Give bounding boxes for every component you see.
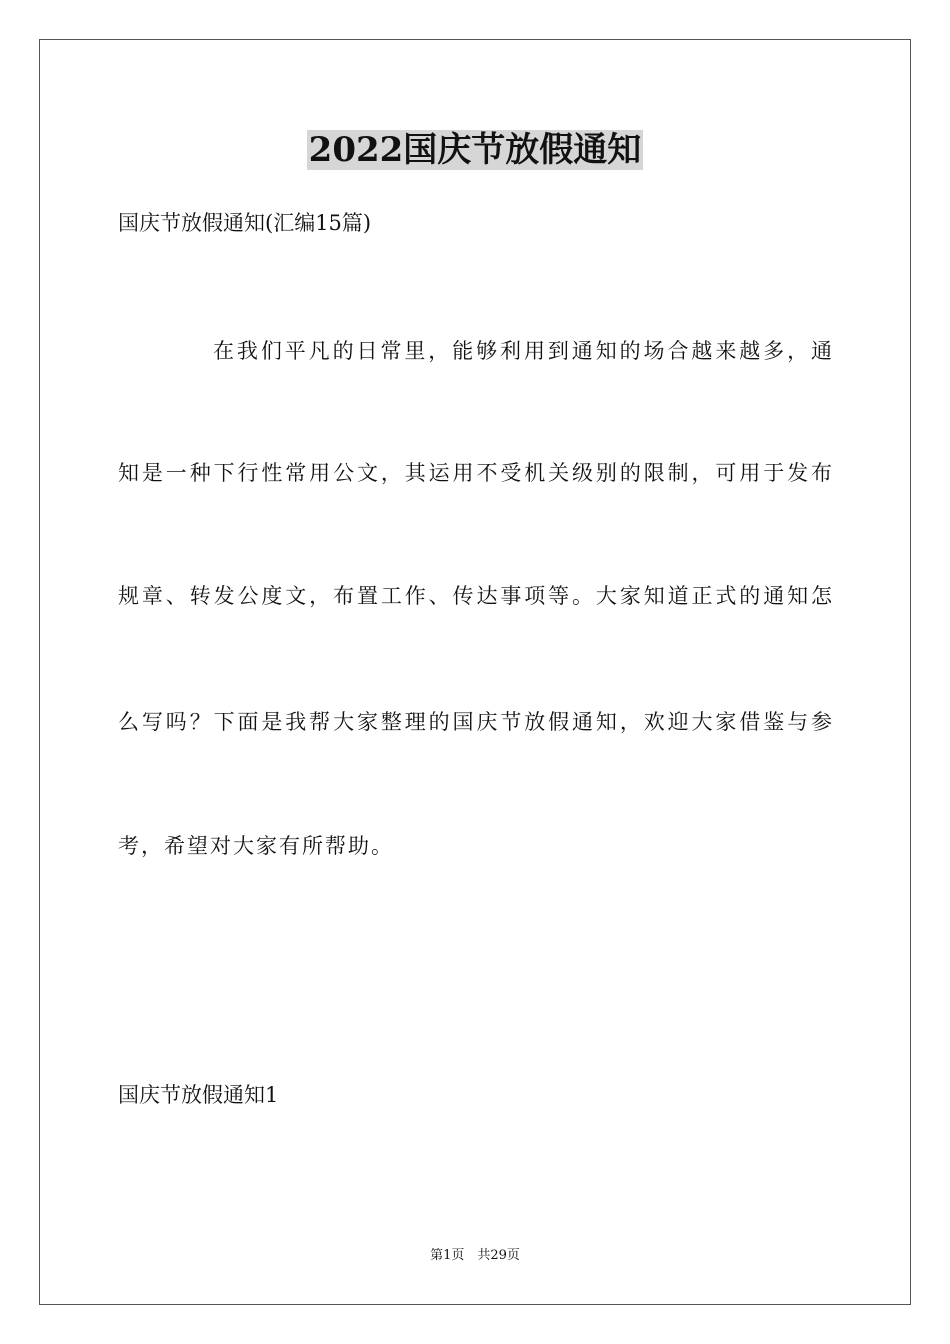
paragraph-line-5: 考，希望对大家有所帮助。 xyxy=(118,834,394,858)
paragraph-line-4: 么写吗？下面是我帮大家整理的国庆节放假通知，欢迎大家借鉴与参 xyxy=(118,710,834,734)
paragraph-line-2: 知是一种下行性常用公文，其运用不受机关级别的限制，可用于发布 xyxy=(118,461,834,485)
document-title-text: 2022国庆节放假通知 xyxy=(308,130,642,170)
document-title xyxy=(0,126,950,174)
document-subtitle: 国庆节放假通知(汇编15篇) xyxy=(118,211,372,235)
paragraph-line-3: 规章、转发公度文，布置工作、传达事项等。大家知道正式的通知怎 xyxy=(118,584,834,608)
page-number-footer: 第1页 共29页 xyxy=(430,1248,520,1263)
section-heading: 国庆节放假通知1 xyxy=(118,1083,279,1107)
paragraph-line-1: 在我们平凡的日常里，能够利用到通知的场合越来越多，通 xyxy=(213,339,834,363)
